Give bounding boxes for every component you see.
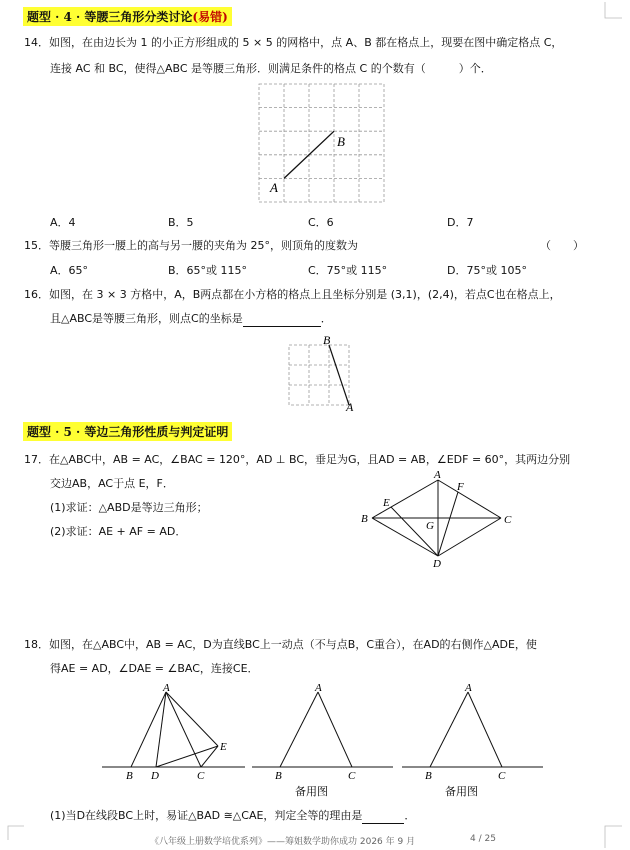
backup-caption: 备用图 [445,785,478,798]
q14-option-a: A．4 [50,216,76,229]
q18-part1: (1)当D在线段BC上时，易证△BAD ≅△CAE，判定全等的理由是 ． [50,809,416,822]
q16-line2: 且△ABC是等腰三角形，则点C的坐标是 ． [50,312,332,325]
page-number: 4 / 25 [470,834,496,844]
q14-option-c: C．6 [308,216,334,229]
label-c: C [504,514,512,526]
label-a: A [434,469,441,481]
section-title-4: 题型 · 4 · 等腰三角形分类讨论(易错) [23,7,232,26]
point-b-label: B [323,333,331,347]
q14-option-b: B．5 [168,216,194,229]
label-a: A [315,682,322,694]
label-a: A [465,682,472,694]
label-e: E [220,741,227,753]
q14-option-d: D．7 [447,216,474,229]
q15-option-a: A．65° [50,264,89,277]
label-c: C [348,770,356,782]
label-b: B [275,770,282,782]
section-title-5: 题型 · 5 · 等边三角形性质与判定证明 [23,422,232,441]
q14-line2: 连接 AC 和 BC，使得△ABC 是等腰三角形．则满足条件的格点 C 的个数有（ ）个． [50,62,492,75]
q15-option-c: C．75°或 115° [308,264,388,277]
q18-line2: 得AE = AD，∠DAE = ∠BAC，连接CE． [50,662,259,675]
q15-option-d: D．75°或 105° [447,264,527,277]
label-f: F [457,481,464,493]
q17-part1: (1)求证：△ABD是等边三角形； [50,501,208,514]
q15-line1: 15．等腰三角形一腰上的高与另一腰的夹角为 25°，则顶角的度数为 [24,239,358,252]
label-g: G [426,520,434,532]
q18-line1: 18．如图，在△ABC中，AB = AC，D为直线BC上一动点（不与点B，C重合），在AD的右侧作△ADE，使 [24,638,537,651]
footer-text: 《八年级上册数学培优系列》——筹姐数学助你成功 2026 年 9 月 [150,837,416,847]
q15-option-b: B．65°或 115° [168,264,248,277]
label-a: A [163,682,170,694]
backup-caption: 备用图 [295,785,328,798]
label-c: C [498,770,506,782]
label-e: E [383,497,390,509]
point-a-label: A [346,400,354,412]
label-b: B [361,513,368,525]
label-d: D [433,558,441,570]
q17-line2: 交边AB，AC于点 E，F． [50,477,174,490]
point-b-label: B [337,134,345,149]
q14-line1: 14．如图，在由边长为 1 的小正方形组成的 5 × 5 的网格中，点 A、B 都在格点上，现要在图中确定格点 C， [24,36,563,49]
q16-line1: 16．如图，在 3 × 3 方格中，A，B两点都在小方格的格点上且坐标分别是 (3,1)，(2,4)，若点C也在格点上， [24,288,561,301]
point-a-label: A [270,180,278,195]
label-b: B [425,770,432,782]
q17-line1: 17．在△ABC中，AB = AC，∠BAC = 120°，AD ⊥ BC，垂足为G，且AD = AB，∠EDF = 60°，其两边分别 [24,453,571,466]
label-c: C [197,770,205,782]
label-d: D [151,770,159,782]
label-b: B [126,770,133,782]
q15-paren: （ ） [540,239,584,252]
q17-part2: (2)求证：AE + AF = AD． [50,525,187,538]
